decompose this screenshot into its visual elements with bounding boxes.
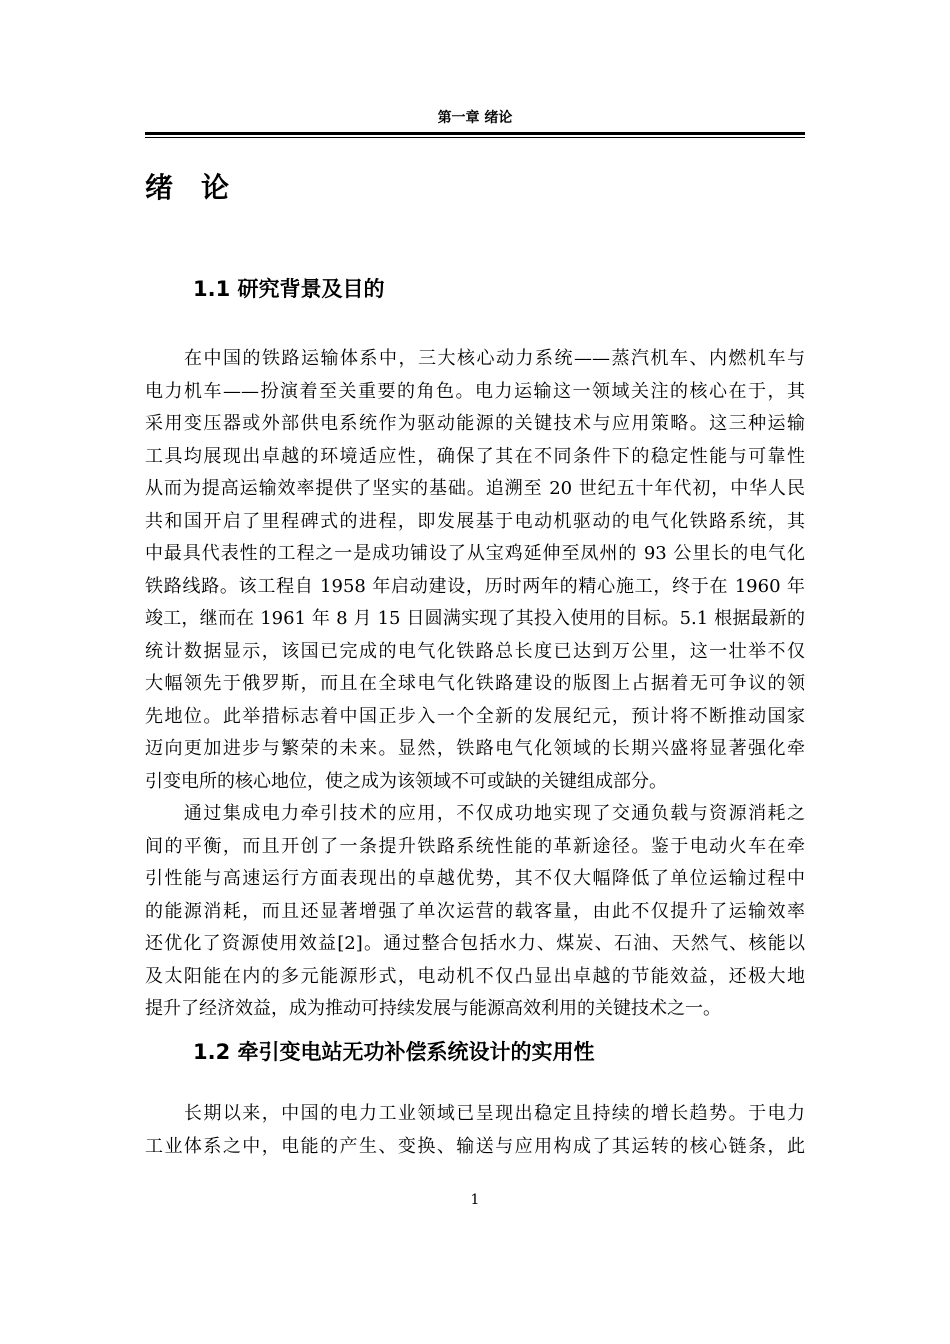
text-line: 还优化了资源使用效益[2]。通过整合包括水力、煤炭、石油、天然气、核能以 xyxy=(145,933,805,954)
text-line: 提升了经济效益，成为推动可持续发展与能源高效利用的关键技术之一。 xyxy=(145,998,721,1019)
text-line: 引变电所的核心地位，使之成为该领域不可或缺的关键组成部分。 xyxy=(145,770,667,792)
text-line: 长期以来，中国的电力工业领域已呈现出稳定且持续的增长趋势。于电力 xyxy=(145,1103,805,1124)
text-line: 通过集成电力牵引技术的应用，不仅成功地实现了交通负载与资源消耗之 xyxy=(145,803,805,824)
text-line: 电力机车——扮演着至关重要的角色。电力运输这一领域关注的核心在于，其 xyxy=(145,380,805,402)
chapter-title: 绪论 xyxy=(145,171,258,204)
page-number: 1 xyxy=(470,1192,480,1208)
text-line: 统计数据显示，该国已完成的电气化铁路总长度已达到万公里，这一壮举不仅 xyxy=(145,640,805,662)
running-header: 第一章 绪论 xyxy=(437,110,513,126)
section-heading-1-1: 1.1 研究背景及目的 xyxy=(193,277,385,301)
text-line: 工具均展现出卓越的环境适应性，确保了其在不同条件下的稳定性能与可靠性 xyxy=(145,445,805,467)
text-line: 铁路线路。该工程自 1958 年启动建设，历时两年的精心施工，终于在 1960 年 xyxy=(145,575,805,597)
text-line: 迈向更加进步与繁荣的未来。显然，铁路电气化领域的长期兴盛将显著强化牵 xyxy=(145,738,805,759)
text-line: 在中国的铁路运输体系中，三大核心动力系统——蒸汽机车、内燃机车与 xyxy=(145,348,805,369)
text-line: 采用变压器或外部供电系统作为驱动能源的关键技术与应用策略。这三种运输 xyxy=(145,413,805,434)
text-line: 及太阳能在内的多元能源形式，电动机不仅凸显出卓越的节能效益，还极大地 xyxy=(145,965,805,987)
text-line: 竣工，继而在 1961 年 8 月 15 日圆满实现了其投入使用的目标。5.1 根据最新的 xyxy=(145,608,805,629)
text-line: 从而为提高运输效率提供了坚实的基础。追溯至 20 世纪五十年代初，中华人民 xyxy=(145,478,805,499)
paragraph xyxy=(145,343,805,798)
paragraph xyxy=(145,1098,805,1163)
text-line: 先地位。此举措标志着中国正步入一个全新的发展纪元，预计将不断推动国家 xyxy=(145,705,805,727)
header-rule-thin xyxy=(145,137,805,138)
header-rule-thick xyxy=(145,132,805,135)
text-line: 的能源消耗，而且还显著增强了单次运营的载客量，由此不仅提升了运输效率 xyxy=(145,900,805,922)
text-line: 间的平衡，而且开创了一条提升铁路系统性能的革新途径。鉴于电动火车在牵 xyxy=(145,835,805,857)
text-line: 大幅领先于俄罗斯，而且在全球电气化铁路建设的版图上占据着无可争议的领 xyxy=(145,673,805,694)
text-line: 中最具代表性的工程之一是成功铺设了从宝鸡延伸至凤州的 93 公里长的电气化 xyxy=(145,543,805,564)
text-line: 引性能与高速运行方面表现出的卓越优势，其不仅大幅降低了单位运输过程中 xyxy=(145,868,805,889)
text-line: 工业体系之中，电能的产生、变换、输送与应用构成了其运转的核心链条，此 xyxy=(145,1135,805,1157)
section-heading-1-2: 1.2 牵引变电站无功补偿系统设计的实用性 xyxy=(193,1040,595,1064)
paragraph xyxy=(145,798,805,1026)
text-line: 共和国开启了里程碑式的进程，即发展基于电动机驱动的电气化铁路系统，其 xyxy=(145,510,805,532)
